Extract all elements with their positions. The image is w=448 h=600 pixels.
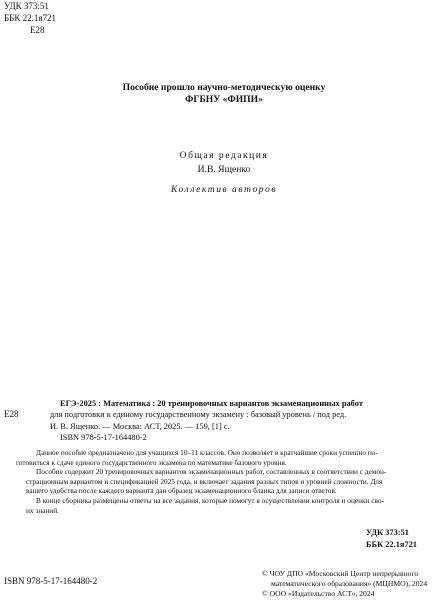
biblio-line-2: для подготовки к единому государственному экзамену : базовый уровень / под ред. (50, 410, 347, 420)
bbk-code: ББК 22.1я721 (4, 13, 56, 23)
copyright-line-1: © ЧОУ ДПО «Московский Центр непрерывного (262, 569, 419, 578)
annotation-p2: Пособие содержит 20 тренировочных вариантов экзаменационных работ, составленных в соответствии с демон- страционным вариантом и спецификацией 2025 года, и включает задания разных типов и уровней сложности. Для вашего удобства после каждого варианта дан образец экзаменационного бланка для записи ответов. (26, 467, 387, 496)
authors-collective: Коллектив авторов (170, 184, 278, 195)
editor-name: И.В. Ященко (197, 164, 251, 175)
bbk-code-bottom: ББК 22.1я721 (366, 540, 417, 549)
copyright-line-3: © ООО «Издательство АСТ», 2024 (262, 589, 375, 598)
udk-code: УДК 373:51 (4, 1, 49, 11)
annotation (16, 448, 442, 515)
bibliographic-record (50, 398, 436, 443)
editorship-label: Общая редакция (179, 150, 269, 161)
copyright-line-2: математического образования» (МЦНМО), 2024 (271, 579, 428, 588)
annotation-p1: Данное пособие предназначено для учащихся 10–11 классов. Оно позволяет в кратчайшие сроки успешно по- готовиться к сдаче единого государственного экзамена по математике базового уровня. (16, 448, 378, 467)
approval-line-2: ФГБНУ «ФИПИ» (185, 94, 263, 105)
udk-code-bottom: УДК 373:51 (366, 528, 409, 537)
annotation-p3: В конце сборника размещены ответы на все задания, которые помогут в осуществлении контроля и оценки сво- их знаний. (26, 495, 384, 515)
approval-line-1: Пособие прошло научно-методическую оценку (122, 82, 326, 93)
author-sign: Е28 (30, 25, 45, 35)
biblio-line-1: ЕГЭ-2025 : Математика : 20 тренировочных вариантов экзаменационных работ (60, 399, 363, 408)
biblio-line-3: И. В. Ященко. — Москва: АСТ, 2025. — 159, [1] с. (50, 421, 230, 431)
isbn-bottom: ISBN 978-5-17-164480-2 (4, 576, 98, 586)
biblio-isbn: ISBN 978-5-17-164480-2 (60, 432, 147, 442)
biblio-author-sign: Е28 (4, 409, 19, 419)
